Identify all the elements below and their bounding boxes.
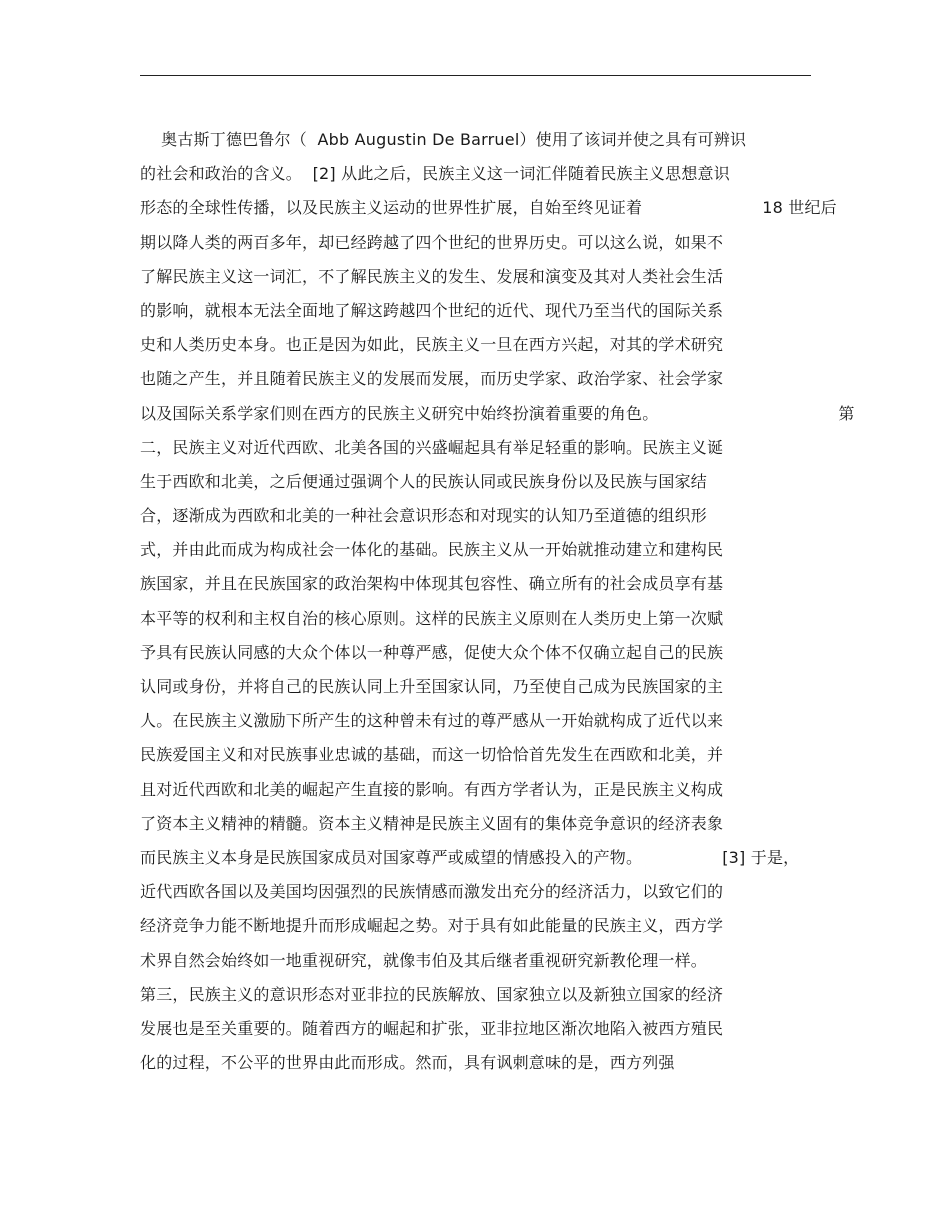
text-line-tail: 18 世纪后 — [762, 198, 837, 218]
text-line — [140, 567, 820, 601]
text-line-main: 第三，民族主义的意识形态对亚非拉的民族解放、国家独立以及新独立国家的经济 — [140, 984, 724, 1004]
header-rule — [140, 75, 811, 76]
text-line-main: 的社会和政治的含义。 [2] 从此之后，民族主义这一词汇伴随着民族主义思想意识 — [140, 164, 730, 184]
text-line-main: 化的过程，不公平的世界由此而形成。然而，具有讽刺意味的是，西方列强 — [140, 1053, 675, 1073]
text-line — [140, 909, 820, 943]
text-line-main: 合，逐渐成为西欧和北美的一种社会意识形态和对现实的认知乃至道德的组织形 — [140, 506, 708, 526]
text-line — [140, 362, 820, 396]
text-line-main: 形态的全球性传播，以及民族主义运动的世界性扩展，自始至终见证着 — [140, 198, 643, 218]
text-line-main: 经济竞争力能不断地提升而形成崛起之势。对于具有如此能量的民族主义，西方学 — [140, 916, 724, 936]
text-line — [140, 978, 820, 1012]
text-line-main: 而民族主义本身是民族国家成员对国家尊严或威望的情感投入的产物。 — [140, 847, 643, 867]
text-line — [140, 1012, 820, 1046]
text-line — [140, 260, 820, 294]
text-line — [140, 123, 820, 157]
text-line — [140, 773, 820, 807]
text-line-main: 了资本主义精神的精髓。资本主义精神是民族主义固有的集体竞争意识的经济表象 — [140, 813, 724, 833]
text-line-main: 发展也是至关重要的。随着西方的崛起和扩张，亚非拉地区渐次地陷入被西方殖民 — [140, 1018, 724, 1038]
text-line-main: 的影响，就根本无法全面地了解这跨越四个世纪的近代、现代乃至当代的国际关系 — [140, 300, 724, 320]
text-line — [140, 875, 820, 909]
text-line — [140, 1046, 820, 1080]
text-line-main: 人。在民族主义激励下所产生的这种曾未有过的尊严感从一开始就构成了近代以来 — [140, 711, 724, 731]
text-line-tail: 第 — [838, 403, 855, 423]
text-line — [140, 602, 820, 636]
text-line-main: 以及国际关系学家们则在西方的民族主义研究中始终扮演着重要的角色。 — [140, 403, 659, 423]
text-line — [140, 465, 820, 499]
text-line-main: 生于西欧和北美，之后便通过强调个人的民族认同或民族身份以及民族与国家结 — [140, 471, 708, 491]
text-line — [140, 670, 820, 704]
text-line — [140, 191, 837, 225]
text-line — [140, 431, 820, 465]
text-line — [140, 157, 820, 191]
text-line-main: 了解民族主义这一词汇，不了解民族主义的发生、发展和演变及其对人类社会生活 — [140, 266, 724, 286]
text-line — [140, 328, 820, 362]
text-line — [140, 397, 855, 431]
text-line — [140, 499, 820, 533]
text-line-main: 期以降人类的两百多年，却已经跨越了四个世纪的世界历史。可以这么说，如果不 — [140, 232, 724, 252]
text-line-main: 近代西欧各国以及美国均因强烈的民族情感而激发出充分的经济活力，以致它们的 — [140, 882, 724, 902]
text-line — [140, 704, 820, 738]
text-line — [140, 294, 820, 328]
text-line-main: 本平等的权利和主权自治的核心原则。这样的民族主义原则在人类历史上第一次赋 — [140, 608, 724, 628]
text-line-main: 认同或身份，并将自己的民族认同上升至国家认同，乃至使自己成为民族国家的主 — [140, 677, 724, 696]
text-line-main: 予具有民族认同感的大众个体以一种尊严感，促使大众个体不仅确立起自己的民族 — [140, 642, 724, 662]
text-line-main: 民族爱国主义和对民族事业忠诚的基础，而这一切恰恰首先发生在西欧和北美，并 — [140, 745, 724, 765]
text-line-main: 术界自然会始终如一地重视研究，就像韦伯及其后继者重视研究新教伦理一样。 — [140, 950, 708, 970]
text-line-main: 也随之产生，并且随着民族主义的发展而发展，而历史学家、政治学家、社会学家 — [140, 369, 724, 389]
text-line — [140, 944, 820, 978]
text-line — [140, 841, 820, 875]
body-text — [140, 123, 855, 1080]
text-line-main: 且对近代西欧和北美的崛起产生直接的影响。有西方学者认为，正是民族主义构成 — [140, 779, 724, 799]
text-line — [140, 738, 820, 772]
text-line-tail: [3] 于是， — [722, 847, 800, 867]
text-line-main: 族国家，并且在民族国家的政治架构中体现其包容性、确立所有的社会成员享有基 — [140, 574, 724, 594]
text-line-main: 式，并由此而成为构成社会一体化的基础。民族主义从一开始就推动建立和建构民 — [140, 540, 724, 560]
text-line — [140, 807, 820, 841]
text-line — [140, 533, 820, 567]
text-line-main: 史和人类历史本身。也正是因为如此，民族主义一旦在西方兴起，对其的学术研究 — [140, 335, 724, 355]
text-line — [140, 226, 820, 260]
text-line-main: 奥古斯丁德巴鲁尔（ Abb Augustin De Barruel）使用了该词并使之具有可辨识 — [140, 130, 747, 149]
text-line — [140, 636, 820, 670]
text-line-main: 二，民族主义对近代西欧、北美各国的兴盛崛起具有举足轻重的影响。民族主义诞 — [140, 437, 724, 457]
